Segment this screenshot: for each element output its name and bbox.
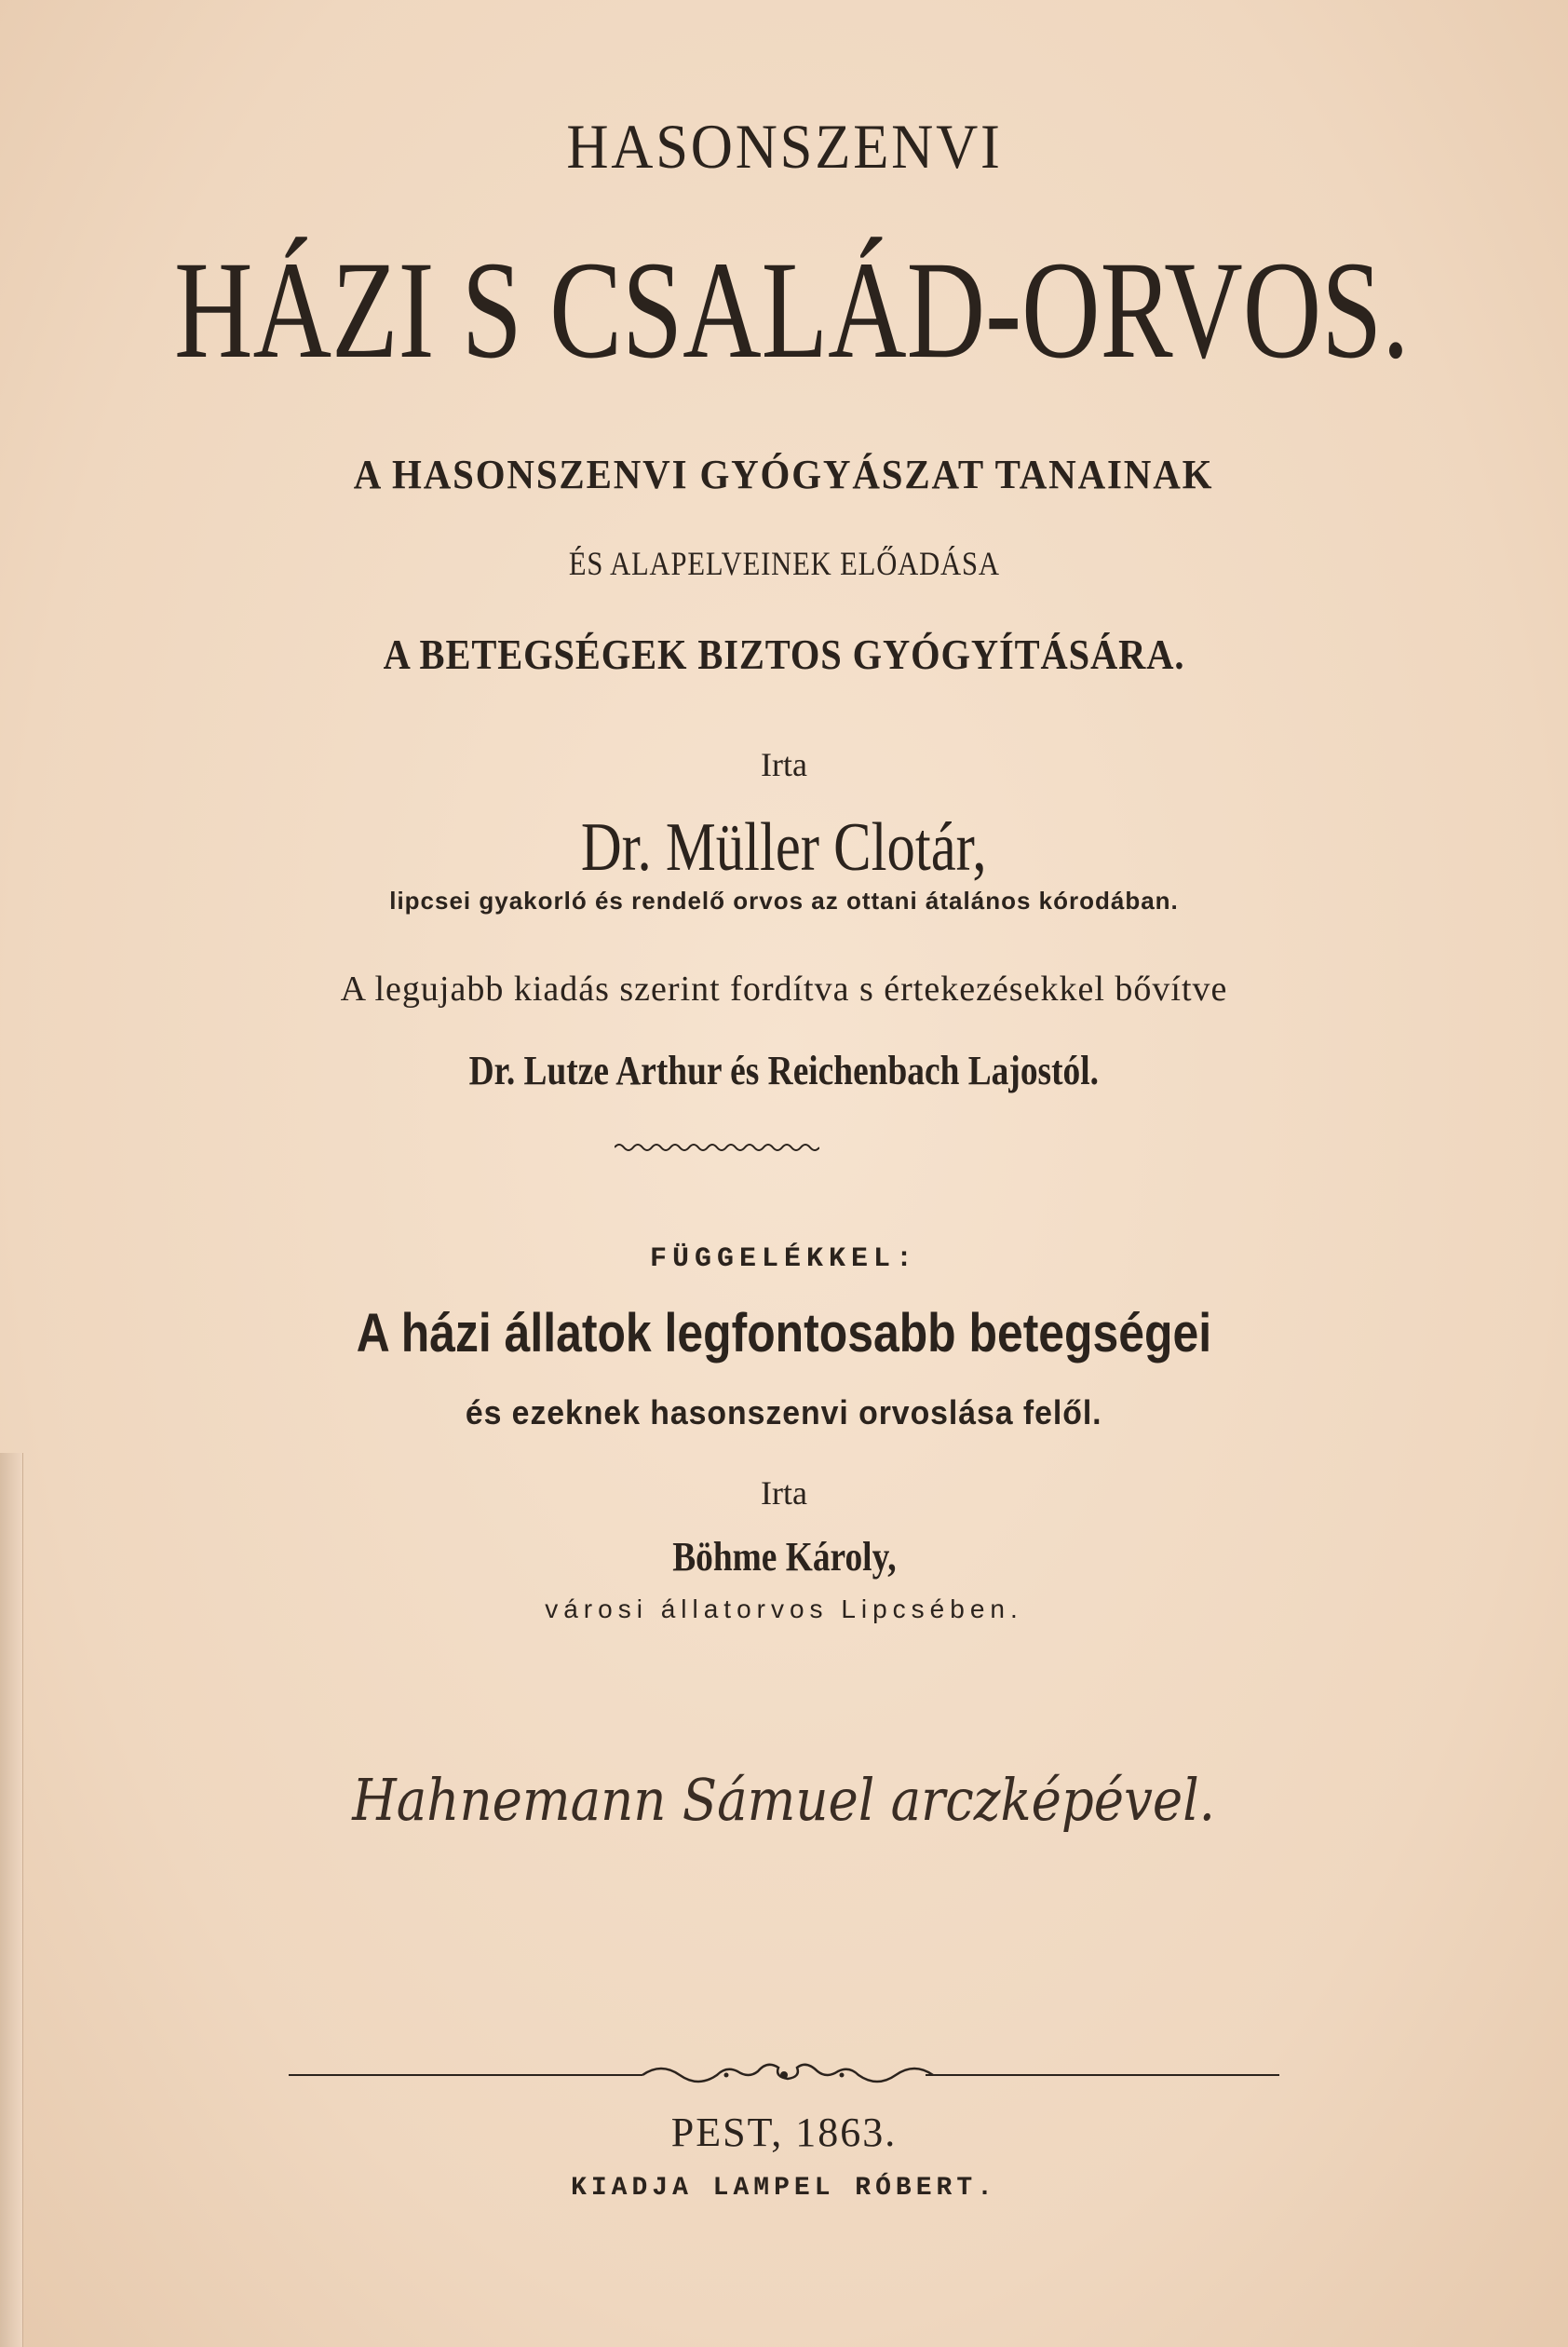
binding-edge xyxy=(0,1453,23,2347)
subtitle-line-2: ÉS ALAPELVEINEK ELŐADÁSA xyxy=(568,545,1000,582)
translation-note: A legujabb kiadás szerint fordítva s értekezésekkel bővítve xyxy=(340,970,1228,1009)
author-description: lipcsei gyakorló és rendelő orvos az ottani átalános kórodában. xyxy=(389,887,1179,915)
appendix-title: A házi állatok legfontosabb betegségei xyxy=(356,1303,1212,1363)
subtitle-line-1: A HASONSZENVI GYÓGYÁSZAT TANAINAK xyxy=(354,452,1214,497)
subtitle-line-3: A BETEGSÉGEK BIZTOS GYÓGYÍTÁSÁRA. xyxy=(383,631,1185,678)
handwritten-note: Hahnemann Sámuel arczképével. xyxy=(352,1766,1216,1834)
appendix-subtitle: és ezeknek hasonszenvi orvoslása felől. xyxy=(466,1393,1102,1431)
ornamental-rule-divider xyxy=(289,2056,1279,2094)
translators: Dr. Lutze Arthur és Reichenbach Lajostól. xyxy=(468,1048,1100,1093)
imprint-publisher: KIADJA LAMPEL RÓBERT. xyxy=(571,2174,997,2203)
wavy-rule-divider xyxy=(615,1140,819,1155)
appendix-author-intro: Irta xyxy=(761,1474,807,1512)
author-intro: Irta xyxy=(761,746,807,783)
main-title: HÁZI S CSALÁD-ORVOS. xyxy=(174,233,1410,387)
imprint-place-year: PEST, 1863. xyxy=(670,2110,898,2155)
appendix-author-name: Böhme Károly, xyxy=(671,1534,897,1580)
appendix-author-description: városi állatorvos Lipcsében. xyxy=(545,1594,1023,1623)
author-name: Dr. Müller Clotár, xyxy=(581,809,987,886)
series-title: HASONSZENVI xyxy=(565,111,1003,182)
appendix-label: FÜGGELÉKKEL: xyxy=(649,1243,919,1275)
